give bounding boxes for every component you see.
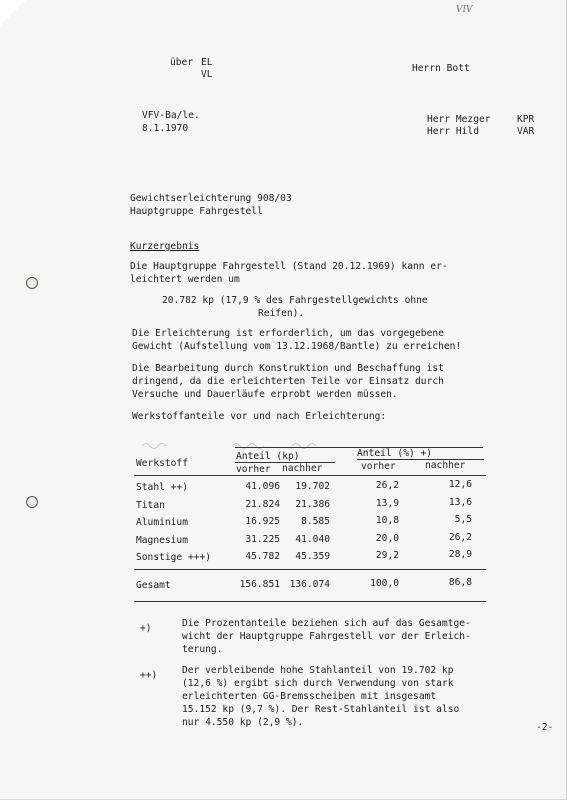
routing-via-2: VL [201, 69, 213, 80]
routing-via-1: EL [201, 57, 213, 68]
table-rule-total [134, 569, 486, 570]
total-kp-after: 136.074 [289, 579, 330, 590]
footnote-1-line-3: terung. [182, 644, 223, 655]
footnote-2-line-4: 15.152 kp (9,7 %). Der Rest-Stahlanteil ist also [182, 704, 460, 715]
row-5-kp-before: 45.782 [245, 551, 280, 562]
row-4-pct-before: 20,0 [375, 533, 399, 544]
row-2-kp-after: 21.386 [295, 499, 330, 510]
reference-code: VFV-Ba/le. [142, 110, 200, 121]
paragraph-3-line-1: Die Bearbeitung durch Konstruktion und Beschaffung ist [132, 363, 444, 374]
header-pct-after: nachher [425, 460, 466, 471]
row-3-pct-after: 5,5 [454, 514, 472, 525]
paragraph-1-line-1: Die Hauptgruppe Fahrgestell (Stand 20.12.1969) kann er- [130, 261, 448, 272]
total-pct-before: 100,0 [370, 578, 399, 589]
punch-hole-top [26, 277, 38, 289]
subject-line-1: Gewichtserleichterung 908/03 [130, 193, 292, 204]
footnote-2-line-5: nur 4.550 kp (2,9 %). [182, 717, 304, 728]
paragraph-3-line-2: dringend, da die erleichterten Teile vor Einsatz durch [132, 376, 444, 387]
row-1-kp-after: 19.702 [295, 481, 330, 492]
row-4-material: Magnesium [136, 535, 188, 546]
row-5-pct-before: 29,2 [375, 550, 399, 561]
row-5-pct-after: 28,9 [448, 549, 472, 560]
footnote-1-line-2: wicht der Hauptgruppe Fahrgestell vor der Erleich- [182, 631, 471, 642]
header-kp-after: nachher [282, 463, 323, 474]
row-3-kp-after: 8.585 [301, 516, 330, 527]
row-3-kp-before: 16.925 [245, 516, 280, 527]
cc-dept-2: VAR [517, 126, 535, 137]
subject-line-2: Hauptgruppe Fahrgestell [130, 206, 263, 217]
footnote-2-line-1: Der verbleibende hohe Stahlanteil von 19.702 kp [182, 665, 454, 676]
paragraph-1-line-2: leichtert werden um [130, 274, 240, 285]
footnote-2-line-3: erleichterten GG-Bremsscheiben mit insgesamt [182, 691, 437, 702]
faint-pencil-marks [140, 437, 330, 453]
total-pct-after: 86,8 [448, 577, 472, 588]
recipient: Herrn Bott [412, 63, 470, 74]
row-4-pct-after: 26,2 [448, 532, 472, 543]
cc-name-2: Herr Hild [427, 126, 479, 137]
row-2-pct-after: 13,6 [448, 497, 472, 508]
folded-corner [0, 0, 26, 26]
row-1-pct-after: 12,6 [448, 479, 472, 490]
footnote-2-line-2: (12,6 %) ergibt sich durch Verwendung von stark [182, 678, 454, 689]
row-5-material: Sonstige +++) [136, 552, 212, 563]
footnote-1-marker: +) [140, 623, 152, 634]
row-3-material: Aluminium [136, 517, 188, 528]
paragraph-2-line-2: Gewicht (Aufstellung vom 13.12.1968/Bantle) zu erreichen! [132, 341, 462, 352]
amount-line-1: 20.782 kp (17,9 % des Fahrgestellgewichts ohne [162, 295, 428, 306]
section-heading: Kurzergebnis [130, 241, 200, 252]
row-2-kp-before: 21.824 [245, 499, 280, 510]
header-pct-before: vorher [361, 461, 396, 472]
footnote-1-line-1: Die Prozentanteile beziehen sich auf das Gesamtge- [182, 618, 471, 629]
header-group-kp: Anteil (kp) [236, 451, 300, 462]
row-4-kp-before: 31.225 [245, 534, 280, 545]
reference-date: 8.1.1970 [142, 123, 189, 134]
header-kp-before: vorher [236, 464, 271, 475]
row-4-kp-after: 41.040 [295, 534, 330, 545]
table-intro: Werkstoffanteile vor und nach Erleichterung: [132, 411, 387, 422]
punch-hole-bottom [26, 496, 38, 508]
paragraph-2-line-1: Die Erleichterung ist erforderlich, um das vorgegebene [132, 328, 444, 339]
row-2-pct-before: 13,9 [375, 498, 399, 509]
cc-name-1: Herr Mezger [427, 114, 491, 125]
row-3-pct-before: 10,8 [375, 515, 399, 526]
corner-note: VIV [456, 5, 473, 15]
table-rule-bottom [134, 601, 486, 602]
routing-via-label: über [170, 57, 194, 68]
page-number: -2- [536, 722, 554, 733]
row-1-pct-before: 26,2 [375, 480, 399, 491]
row-1-kp-before: 41.096 [245, 481, 280, 492]
row-2-material: Titan [136, 500, 165, 511]
paragraph-3-line-3: Versuche und Dauerläufe erprobt werden müssen. [132, 389, 398, 400]
total-kp-before: 156.851 [239, 579, 280, 590]
header-material: Werkstoff [136, 458, 188, 469]
header-group-pct: Anteil (%) +) [357, 448, 433, 459]
amount-line-2: Reifen). [258, 308, 305, 319]
total-material: Gesamt [136, 580, 171, 591]
footnote-2-marker: ++) [140, 670, 158, 681]
row-1-material: Stahl ++) [136, 482, 188, 493]
cc-dept-1: KPR [517, 114, 535, 125]
table-rule-header [134, 475, 486, 476]
row-5-kp-after: 45.359 [295, 551, 330, 562]
